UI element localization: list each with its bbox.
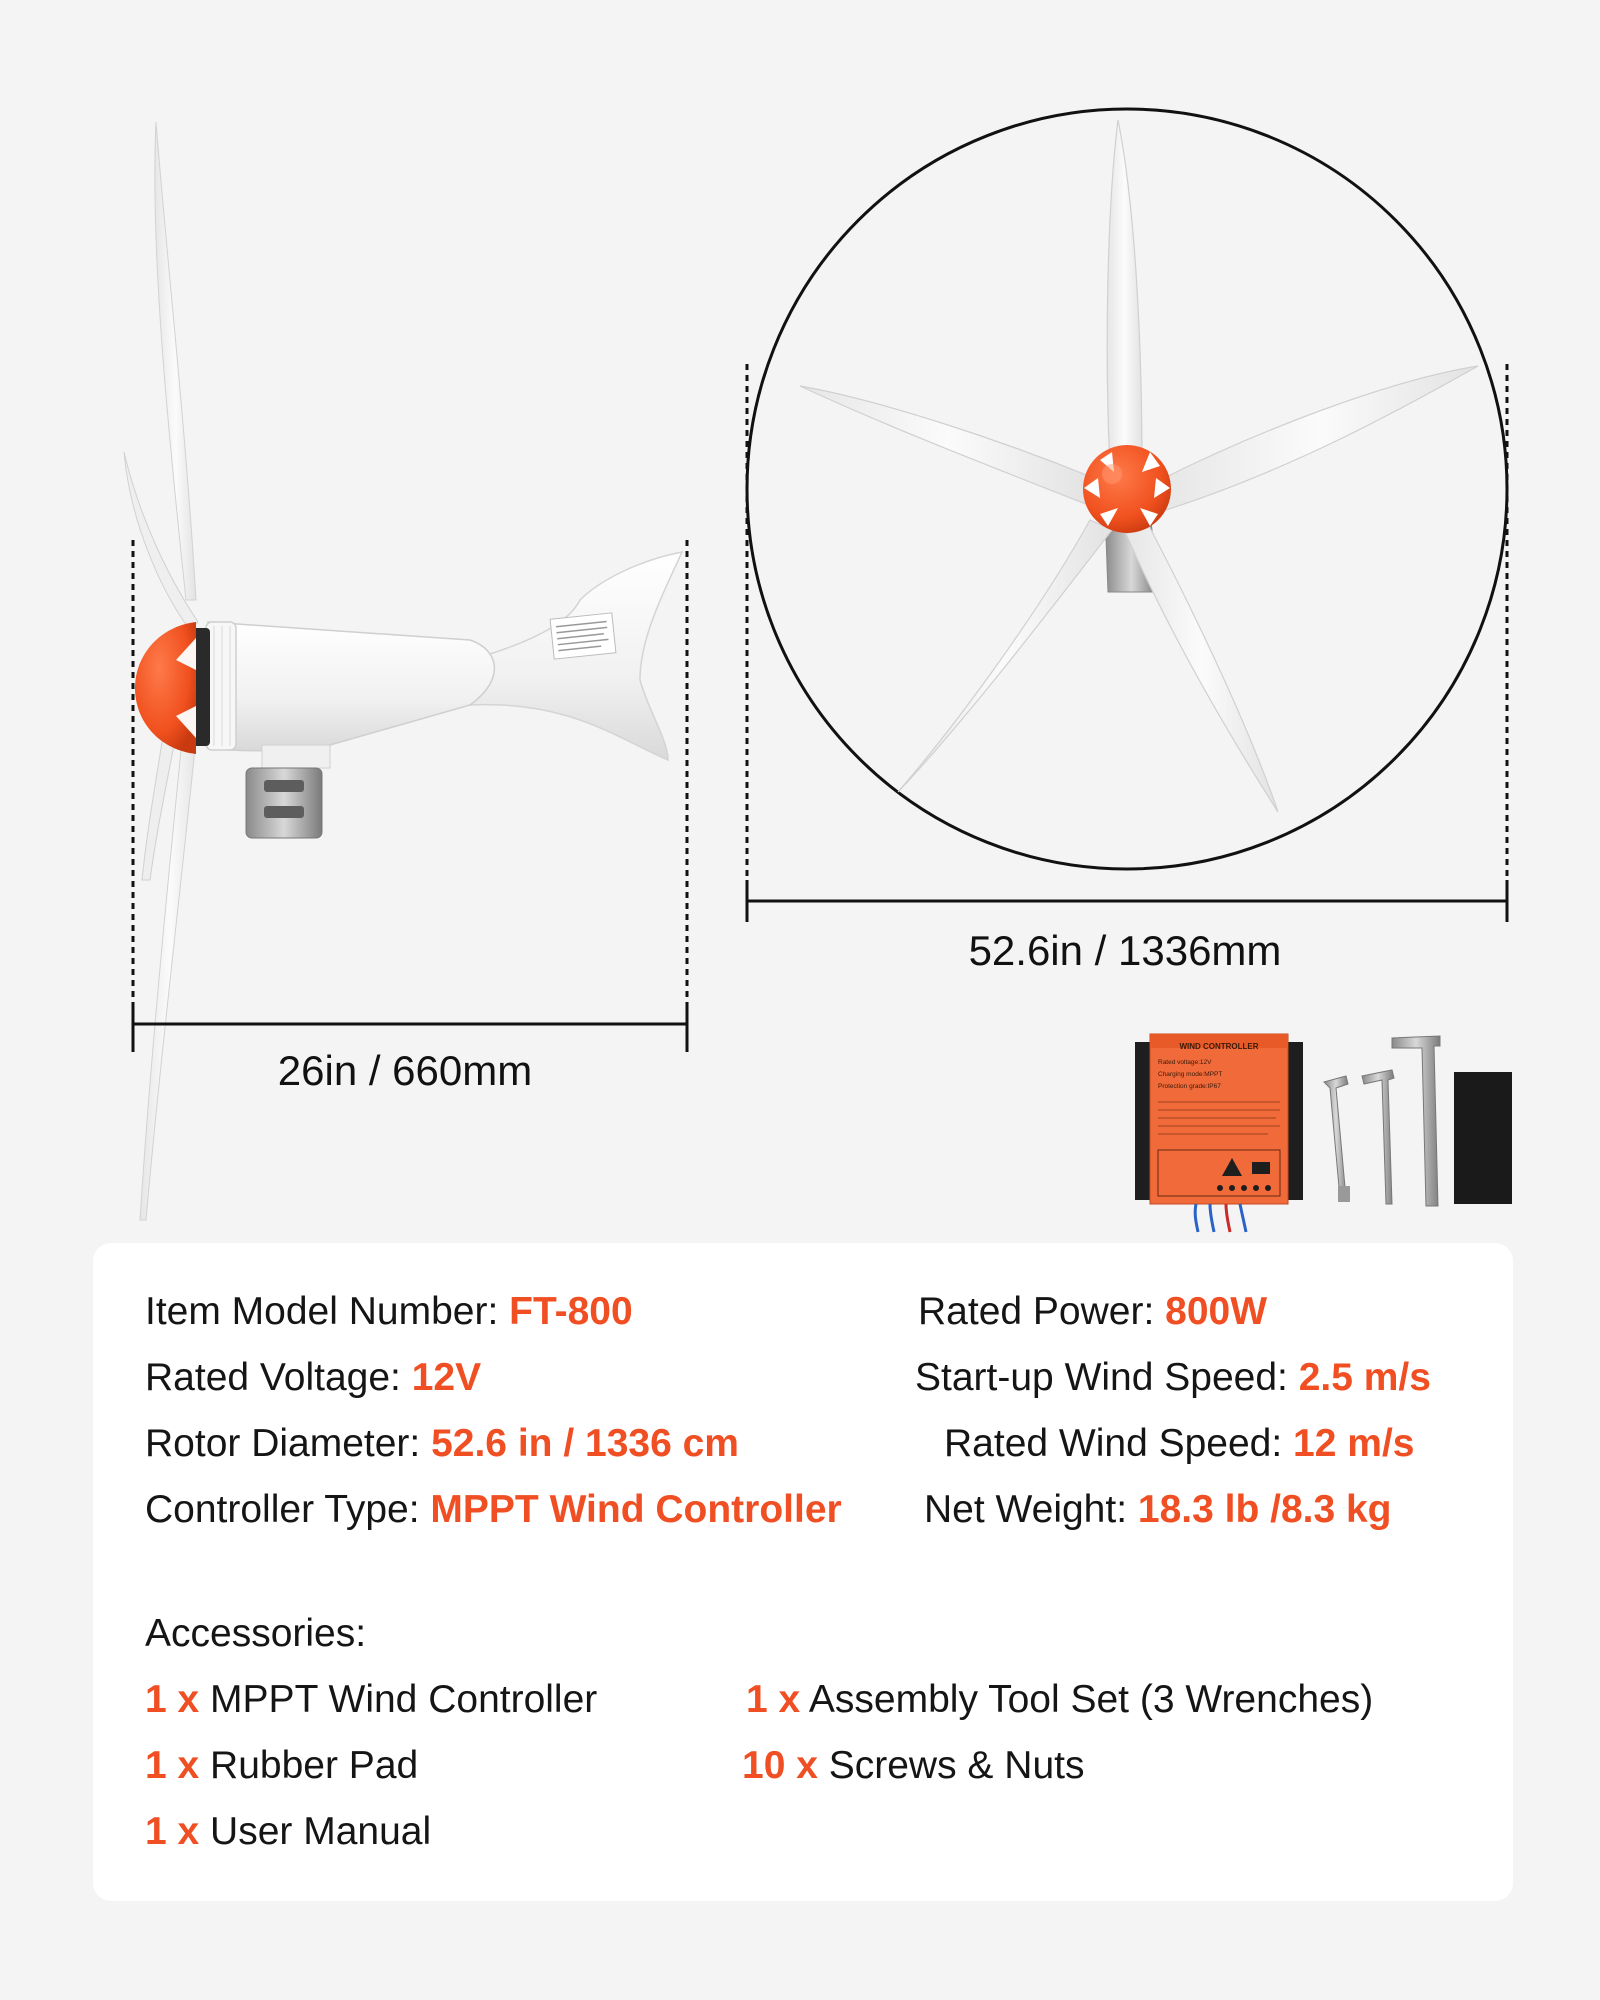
controller-line-2: Charging mode:MPPT [1158,1071,1223,1078]
spec-value: 18.3 lb /8.3 kg [1137,1488,1392,1531]
hex-key-large [1392,1036,1440,1206]
spec-value: 12 m/s [1293,1422,1415,1465]
blade-upper [155,122,196,600]
side-width-label: 26in / 660mm [277,1047,533,1094]
yaw-shaft-housing [262,745,330,768]
nacelle-body [208,622,494,751]
accessory-qty: 10 x [742,1744,818,1787]
spec-rated-power [918,1290,1267,1334]
accessory-item [742,1744,1084,1788]
spec-value: 2.5 m/s [1298,1356,1431,1399]
spec-value: MPPT Wind Controller [430,1488,842,1531]
spec-value: 800W [1165,1290,1268,1333]
accessories-picture [1135,1034,1512,1232]
accessory-name: Assembly Tool Set (3 Wrenches) [800,1678,1374,1721]
spec-label: Net Weight: [924,1488,1138,1531]
spec-net-weight [924,1488,1392,1532]
accessory-qty: 1 x [145,1744,200,1787]
front-blade-top [1107,120,1142,470]
controller-line-3: Protection grade:IP67 [1158,1083,1221,1090]
spec-model [145,1290,633,1334]
front-blade-lower-right [1126,524,1278,812]
hex-key-small [1362,1070,1394,1204]
spec-label: Rotor Diameter: [145,1422,432,1465]
spec-value: FT-800 [509,1290,633,1333]
spec-card [93,1243,1513,1901]
front-blade-lower-left [898,520,1112,792]
accessory-name: Rubber Pad [199,1744,419,1787]
mount-tube [246,768,322,838]
blade-lower [140,700,200,1220]
accessory-name: Screws & Nuts [817,1744,1085,1787]
accessory-item [746,1678,1373,1722]
nacelle-collar [206,622,236,750]
accessory-qty: 1 x [746,1678,801,1721]
front-blade-right [1160,366,1478,510]
accessory-qty: 1 x [145,1810,200,1853]
socket-wrench [1324,1076,1348,1198]
spec-label: Rated Wind Speed: [944,1422,1294,1465]
spec-label: Controller Type: [145,1488,431,1531]
accessory-qty: 1 x [145,1678,200,1721]
accessory-name: MPPT Wind Controller [199,1678,598,1721]
spec-label: Rated Voltage: [145,1356,412,1399]
spec-startup-wind-speed [915,1356,1431,1400]
controller-line-1: Rated voltage:12V [1158,1059,1212,1066]
spec-controller-type [145,1488,842,1532]
accessory-name: User Manual [199,1810,432,1853]
rubber-pad [1454,1072,1512,1204]
rotor-diameter-label: 52.6in / 1336mm [968,927,1282,974]
accessories-title: Accessories: [145,1612,367,1655]
controller-title: WIND CONTROLLER [1179,1042,1259,1051]
spec-voltage [145,1356,481,1400]
front-blade-left [800,386,1096,508]
spec-label: Item Model Number: [145,1290,510,1333]
spec-value: 12V [411,1356,482,1399]
spec-rotor-diameter [145,1422,739,1466]
spec-value: 52.6 in / 1336 cm [431,1422,739,1465]
spec-label: Rated Power: [918,1290,1166,1333]
hub-cone [135,622,196,754]
spec-label: Start-up Wind Speed: [915,1356,1299,1399]
spec-rated-wind-speed [944,1422,1414,1466]
front-view-turbine [747,109,1507,869]
accessory-item [145,1810,431,1854]
accessory-item [145,1678,597,1722]
accessory-item [145,1744,418,1788]
